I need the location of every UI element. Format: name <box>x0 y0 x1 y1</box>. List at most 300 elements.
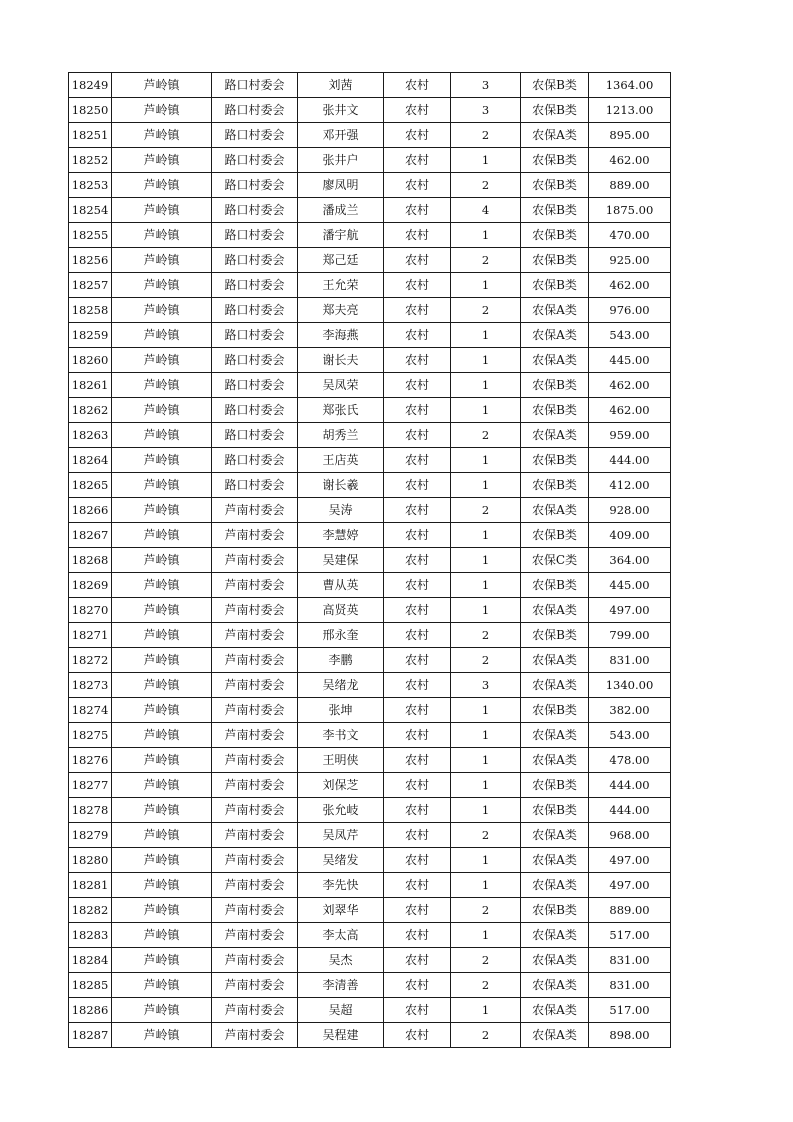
cell-household-size: 1 <box>451 698 521 723</box>
cell-person-name: 李海燕 <box>298 323 384 348</box>
table-row <box>69 348 671 373</box>
cell-household-size: 1 <box>451 923 521 948</box>
cell-person-name: 曹从英 <box>298 573 384 598</box>
cell-area-type: 农村 <box>384 523 451 548</box>
table-row <box>69 498 671 523</box>
cell-insurance-class: 农保B类 <box>521 448 589 473</box>
cell-area-type: 农村 <box>384 998 451 1023</box>
cell-area-type: 农村 <box>384 548 451 573</box>
cell-amount: 976.00 <box>589 298 671 323</box>
cell-person-name: 王店英 <box>298 448 384 473</box>
cell-area-type: 农村 <box>384 173 451 198</box>
cell-record-id: 18283 <box>69 923 112 948</box>
cell-household-size: 1 <box>451 473 521 498</box>
table-row <box>69 423 671 448</box>
cell-household-size: 2 <box>451 123 521 148</box>
cell-town: 芦岭镇 <box>112 673 212 698</box>
cell-household-size: 1 <box>451 598 521 623</box>
cell-amount: 1340.00 <box>589 673 671 698</box>
cell-town: 芦岭镇 <box>112 348 212 373</box>
cell-household-size: 1 <box>451 523 521 548</box>
cell-household-size: 1 <box>451 373 521 398</box>
cell-household-size: 2 <box>451 823 521 848</box>
table-body <box>69 73 671 1048</box>
cell-area-type: 农村 <box>384 773 451 798</box>
cell-village-committee: 芦南村委会 <box>212 998 298 1023</box>
cell-person-name: 李清善 <box>298 973 384 998</box>
cell-insurance-class: 农保A类 <box>521 748 589 773</box>
cell-person-name: 邓开强 <box>298 123 384 148</box>
cell-area-type: 农村 <box>384 573 451 598</box>
cell-insurance-class: 农保B类 <box>521 573 589 598</box>
table-row <box>69 648 671 673</box>
table-row <box>69 273 671 298</box>
cell-record-id: 18265 <box>69 473 112 498</box>
cell-town: 芦岭镇 <box>112 848 212 873</box>
table-row <box>69 923 671 948</box>
table-row <box>69 148 671 173</box>
cell-person-name: 李太高 <box>298 923 384 948</box>
cell-person-name: 李慧婷 <box>298 523 384 548</box>
cell-household-size: 2 <box>451 298 521 323</box>
cell-person-name: 李鹏 <box>298 648 384 673</box>
table-row <box>69 823 671 848</box>
cell-village-committee: 芦南村委会 <box>212 823 298 848</box>
cell-insurance-class: 农保A类 <box>521 498 589 523</box>
cell-insurance-class: 农保A类 <box>521 923 589 948</box>
cell-insurance-class: 农保A类 <box>521 848 589 873</box>
cell-person-name: 郑张氏 <box>298 398 384 423</box>
cell-insurance-class: 农保B类 <box>521 523 589 548</box>
cell-village-committee: 路口村委会 <box>212 73 298 98</box>
cell-amount: 968.00 <box>589 823 671 848</box>
cell-village-committee: 路口村委会 <box>212 348 298 373</box>
table-row <box>69 973 671 998</box>
cell-amount: 497.00 <box>589 848 671 873</box>
cell-record-id: 18259 <box>69 323 112 348</box>
cell-amount: 925.00 <box>589 248 671 273</box>
cell-record-id: 18262 <box>69 398 112 423</box>
cell-insurance-class: 农保A类 <box>521 823 589 848</box>
cell-household-size: 1 <box>451 773 521 798</box>
cell-village-committee: 芦南村委会 <box>212 598 298 623</box>
cell-insurance-class: 农保A类 <box>521 648 589 673</box>
cell-person-name: 廖凤明 <box>298 173 384 198</box>
cell-person-name: 王明侠 <box>298 748 384 773</box>
cell-village-committee: 芦南村委会 <box>212 548 298 573</box>
cell-town: 芦岭镇 <box>112 723 212 748</box>
cell-person-name: 李先快 <box>298 873 384 898</box>
cell-household-size: 1 <box>451 223 521 248</box>
cell-household-size: 3 <box>451 673 521 698</box>
cell-person-name: 刘茜 <box>298 73 384 98</box>
cell-person-name: 高贤英 <box>298 598 384 623</box>
cell-insurance-class: 农保A类 <box>521 948 589 973</box>
cell-amount: 831.00 <box>589 948 671 973</box>
cell-town: 芦岭镇 <box>112 698 212 723</box>
cell-town: 芦岭镇 <box>112 473 212 498</box>
table-row <box>69 623 671 648</box>
cell-village-committee: 芦南村委会 <box>212 498 298 523</box>
cell-town: 芦岭镇 <box>112 398 212 423</box>
table-row <box>69 898 671 923</box>
cell-household-size: 1 <box>451 273 521 298</box>
table-row <box>69 398 671 423</box>
cell-area-type: 农村 <box>384 648 451 673</box>
cell-amount: 1213.00 <box>589 98 671 123</box>
cell-amount: 517.00 <box>589 998 671 1023</box>
cell-insurance-class: 农保B类 <box>521 473 589 498</box>
table-row <box>69 723 671 748</box>
cell-town: 芦岭镇 <box>112 273 212 298</box>
cell-amount: 898.00 <box>589 1023 671 1048</box>
cell-record-id: 18275 <box>69 723 112 748</box>
cell-household-size: 2 <box>451 898 521 923</box>
cell-household-size: 1 <box>451 148 521 173</box>
cell-amount: 445.00 <box>589 573 671 598</box>
table-row <box>69 448 671 473</box>
cell-amount: 831.00 <box>589 973 671 998</box>
cell-record-id: 18257 <box>69 273 112 298</box>
cell-village-committee: 芦南村委会 <box>212 748 298 773</box>
cell-person-name: 郑夫亮 <box>298 298 384 323</box>
cell-person-name: 潘宇航 <box>298 223 384 248</box>
cell-area-type: 农村 <box>384 298 451 323</box>
cell-area-type: 农村 <box>384 348 451 373</box>
cell-area-type: 农村 <box>384 73 451 98</box>
cell-person-name: 李书文 <box>298 723 384 748</box>
cell-record-id: 18281 <box>69 873 112 898</box>
cell-record-id: 18255 <box>69 223 112 248</box>
cell-town: 芦岭镇 <box>112 223 212 248</box>
table-row <box>69 948 671 973</box>
cell-town: 芦岭镇 <box>112 998 212 1023</box>
cell-record-id: 18274 <box>69 698 112 723</box>
cell-insurance-class: 农保A类 <box>521 998 589 1023</box>
cell-amount: 543.00 <box>589 323 671 348</box>
cell-area-type: 农村 <box>384 98 451 123</box>
cell-record-id: 18270 <box>69 598 112 623</box>
cell-household-size: 1 <box>451 723 521 748</box>
cell-record-id: 18260 <box>69 348 112 373</box>
cell-area-type: 农村 <box>384 948 451 973</box>
table-row <box>69 98 671 123</box>
cell-record-id: 18269 <box>69 573 112 598</box>
cell-town: 芦岭镇 <box>112 973 212 998</box>
cell-area-type: 农村 <box>384 973 451 998</box>
cell-village-committee: 路口村委会 <box>212 423 298 448</box>
cell-town: 芦岭镇 <box>112 148 212 173</box>
table-row <box>69 198 671 223</box>
cell-insurance-class: 农保A类 <box>521 673 589 698</box>
cell-area-type: 农村 <box>384 223 451 248</box>
cell-record-id: 18252 <box>69 148 112 173</box>
cell-village-committee: 芦南村委会 <box>212 923 298 948</box>
cell-household-size: 1 <box>451 548 521 573</box>
cell-household-size: 1 <box>451 998 521 1023</box>
cell-record-id: 18273 <box>69 673 112 698</box>
cell-amount: 543.00 <box>589 723 671 748</box>
cell-town: 芦岭镇 <box>112 798 212 823</box>
cell-insurance-class: 农保A类 <box>521 298 589 323</box>
table-row <box>69 1023 671 1048</box>
cell-insurance-class: 农保B类 <box>521 698 589 723</box>
cell-person-name: 吴凤荣 <box>298 373 384 398</box>
cell-insurance-class: 农保C类 <box>521 548 589 573</box>
cell-insurance-class: 农保B类 <box>521 173 589 198</box>
cell-record-id: 18279 <box>69 823 112 848</box>
table-row <box>69 248 671 273</box>
cell-record-id: 18280 <box>69 848 112 873</box>
cell-town: 芦岭镇 <box>112 873 212 898</box>
cell-insurance-class: 农保A类 <box>521 348 589 373</box>
cell-town: 芦岭镇 <box>112 373 212 398</box>
cell-town: 芦岭镇 <box>112 523 212 548</box>
table-row <box>69 998 671 1023</box>
cell-amount: 889.00 <box>589 898 671 923</box>
cell-town: 芦岭镇 <box>112 98 212 123</box>
table-row <box>69 123 671 148</box>
cell-person-name: 张井户 <box>298 148 384 173</box>
cell-household-size: 1 <box>451 573 521 598</box>
cell-household-size: 3 <box>451 73 521 98</box>
cell-person-name: 吴绪龙 <box>298 673 384 698</box>
cell-record-id: 18254 <box>69 198 112 223</box>
cell-area-type: 农村 <box>384 623 451 648</box>
cell-amount: 382.00 <box>589 698 671 723</box>
cell-area-type: 农村 <box>384 448 451 473</box>
cell-amount: 889.00 <box>589 173 671 198</box>
cell-amount: 497.00 <box>589 598 671 623</box>
cell-village-committee: 路口村委会 <box>212 448 298 473</box>
cell-amount: 444.00 <box>589 773 671 798</box>
cell-area-type: 农村 <box>384 848 451 873</box>
cell-record-id: 18266 <box>69 498 112 523</box>
cell-area-type: 农村 <box>384 323 451 348</box>
cell-record-id: 18287 <box>69 1023 112 1048</box>
cell-village-committee: 路口村委会 <box>212 223 298 248</box>
cell-village-committee: 芦南村委会 <box>212 723 298 748</box>
cell-village-committee: 路口村委会 <box>212 398 298 423</box>
cell-insurance-class: 农保B类 <box>521 398 589 423</box>
cell-household-size: 2 <box>451 648 521 673</box>
cell-insurance-class: 农保B类 <box>521 623 589 648</box>
cell-amount: 517.00 <box>589 923 671 948</box>
cell-record-id: 18284 <box>69 948 112 973</box>
table-row <box>69 873 671 898</box>
cell-record-id: 18263 <box>69 423 112 448</box>
cell-town: 芦岭镇 <box>112 548 212 573</box>
cell-amount: 1875.00 <box>589 198 671 223</box>
table-row <box>69 848 671 873</box>
cell-town: 芦岭镇 <box>112 123 212 148</box>
cell-record-id: 18249 <box>69 73 112 98</box>
cell-village-committee: 路口村委会 <box>212 248 298 273</box>
cell-insurance-class: 农保B类 <box>521 198 589 223</box>
cell-amount: 444.00 <box>589 448 671 473</box>
cell-person-name: 吴建保 <box>298 548 384 573</box>
cell-record-id: 18258 <box>69 298 112 323</box>
cell-person-name: 张井文 <box>298 98 384 123</box>
table-row <box>69 773 671 798</box>
cell-household-size: 2 <box>451 423 521 448</box>
cell-household-size: 1 <box>451 848 521 873</box>
cell-insurance-class: 农保A类 <box>521 1023 589 1048</box>
cell-amount: 462.00 <box>589 398 671 423</box>
cell-record-id: 18286 <box>69 998 112 1023</box>
cell-insurance-class: 农保A类 <box>521 423 589 448</box>
cell-insurance-class: 农保B类 <box>521 773 589 798</box>
cell-person-name: 刘翠华 <box>298 898 384 923</box>
cell-area-type: 农村 <box>384 148 451 173</box>
cell-area-type: 农村 <box>384 248 451 273</box>
cell-person-name: 谢长羲 <box>298 473 384 498</box>
table-row <box>69 173 671 198</box>
cell-household-size: 3 <box>451 98 521 123</box>
cell-person-name: 张允岐 <box>298 798 384 823</box>
cell-amount: 1364.00 <box>589 73 671 98</box>
cell-person-name: 郑己廷 <box>298 248 384 273</box>
cell-village-committee: 路口村委会 <box>212 473 298 498</box>
cell-village-committee: 路口村委会 <box>212 323 298 348</box>
cell-amount: 409.00 <box>589 523 671 548</box>
cell-person-name: 吴程建 <box>298 1023 384 1048</box>
table-row <box>69 223 671 248</box>
table-row <box>69 298 671 323</box>
table-row <box>69 673 671 698</box>
table-row <box>69 598 671 623</box>
cell-village-committee: 芦南村委会 <box>212 948 298 973</box>
cell-area-type: 农村 <box>384 198 451 223</box>
cell-record-id: 18268 <box>69 548 112 573</box>
cell-village-committee: 芦南村委会 <box>212 623 298 648</box>
cell-area-type: 农村 <box>384 398 451 423</box>
cell-amount: 470.00 <box>589 223 671 248</box>
cell-town: 芦岭镇 <box>112 323 212 348</box>
cell-person-name: 王允荣 <box>298 273 384 298</box>
table-row <box>69 548 671 573</box>
cell-insurance-class: 农保B类 <box>521 98 589 123</box>
cell-household-size: 2 <box>451 1023 521 1048</box>
cell-amount: 364.00 <box>589 548 671 573</box>
cell-person-name: 吴绪发 <box>298 848 384 873</box>
cell-town: 芦岭镇 <box>112 1023 212 1048</box>
cell-town: 芦岭镇 <box>112 498 212 523</box>
cell-village-committee: 芦南村委会 <box>212 848 298 873</box>
cell-village-committee: 路口村委会 <box>212 198 298 223</box>
table-row <box>69 748 671 773</box>
cell-village-committee: 芦南村委会 <box>212 898 298 923</box>
cell-insurance-class: 农保B类 <box>521 273 589 298</box>
cell-person-name: 潘成兰 <box>298 198 384 223</box>
cell-area-type: 农村 <box>384 723 451 748</box>
cell-village-committee: 路口村委会 <box>212 173 298 198</box>
cell-town: 芦岭镇 <box>112 948 212 973</box>
cell-area-type: 农村 <box>384 748 451 773</box>
cell-village-committee: 路口村委会 <box>212 123 298 148</box>
cell-town: 芦岭镇 <box>112 823 212 848</box>
table-row <box>69 473 671 498</box>
cell-town: 芦岭镇 <box>112 648 212 673</box>
cell-person-name: 吴凤芹 <box>298 823 384 848</box>
cell-record-id: 18250 <box>69 98 112 123</box>
cell-amount: 444.00 <box>589 798 671 823</box>
cell-household-size: 1 <box>451 323 521 348</box>
cell-insurance-class: 农保A类 <box>521 873 589 898</box>
cell-area-type: 农村 <box>384 798 451 823</box>
cell-household-size: 2 <box>451 623 521 648</box>
cell-town: 芦岭镇 <box>112 898 212 923</box>
cell-area-type: 农村 <box>384 823 451 848</box>
cell-amount: 462.00 <box>589 373 671 398</box>
cell-person-name: 谢长夫 <box>298 348 384 373</box>
cell-household-size: 2 <box>451 498 521 523</box>
table-row <box>69 73 671 98</box>
cell-amount: 412.00 <box>589 473 671 498</box>
cell-record-id: 18271 <box>69 623 112 648</box>
cell-amount: 445.00 <box>589 348 671 373</box>
cell-area-type: 农村 <box>384 373 451 398</box>
table-row <box>69 698 671 723</box>
cell-insurance-class: 农保A类 <box>521 973 589 998</box>
cell-record-id: 18276 <box>69 748 112 773</box>
cell-insurance-class: 农保A类 <box>521 723 589 748</box>
cell-household-size: 1 <box>451 448 521 473</box>
cell-town: 芦岭镇 <box>112 623 212 648</box>
cell-town: 芦岭镇 <box>112 573 212 598</box>
cell-village-committee: 路口村委会 <box>212 98 298 123</box>
cell-record-id: 18282 <box>69 898 112 923</box>
cell-insurance-class: 农保A类 <box>521 323 589 348</box>
cell-town: 芦岭镇 <box>112 73 212 98</box>
cell-record-id: 18285 <box>69 973 112 998</box>
cell-area-type: 农村 <box>384 123 451 148</box>
cell-household-size: 2 <box>451 248 521 273</box>
cell-amount: 928.00 <box>589 498 671 523</box>
cell-town: 芦岭镇 <box>112 248 212 273</box>
cell-insurance-class: 农保B类 <box>521 223 589 248</box>
cell-village-committee: 芦南村委会 <box>212 523 298 548</box>
cell-area-type: 农村 <box>384 873 451 898</box>
cell-record-id: 18261 <box>69 373 112 398</box>
cell-insurance-class: 农保B类 <box>521 373 589 398</box>
cell-village-committee: 路口村委会 <box>212 273 298 298</box>
cell-area-type: 农村 <box>384 423 451 448</box>
table-row <box>69 373 671 398</box>
cell-record-id: 18277 <box>69 773 112 798</box>
cell-record-id: 18272 <box>69 648 112 673</box>
cell-village-committee: 芦南村委会 <box>212 973 298 998</box>
cell-village-committee: 芦南村委会 <box>212 1023 298 1048</box>
cell-insurance-class: 农保B类 <box>521 73 589 98</box>
cell-amount: 462.00 <box>589 148 671 173</box>
data-table <box>68 72 671 1048</box>
cell-village-committee: 芦南村委会 <box>212 798 298 823</box>
cell-record-id: 18251 <box>69 123 112 148</box>
cell-town: 芦岭镇 <box>112 173 212 198</box>
cell-area-type: 农村 <box>384 1023 451 1048</box>
cell-village-committee: 路口村委会 <box>212 298 298 323</box>
cell-town: 芦岭镇 <box>112 423 212 448</box>
cell-person-name: 胡秀兰 <box>298 423 384 448</box>
cell-amount: 895.00 <box>589 123 671 148</box>
cell-household-size: 4 <box>451 198 521 223</box>
cell-town: 芦岭镇 <box>112 198 212 223</box>
cell-village-committee: 芦南村委会 <box>212 673 298 698</box>
table-row <box>69 798 671 823</box>
cell-record-id: 18267 <box>69 523 112 548</box>
cell-area-type: 农村 <box>384 673 451 698</box>
